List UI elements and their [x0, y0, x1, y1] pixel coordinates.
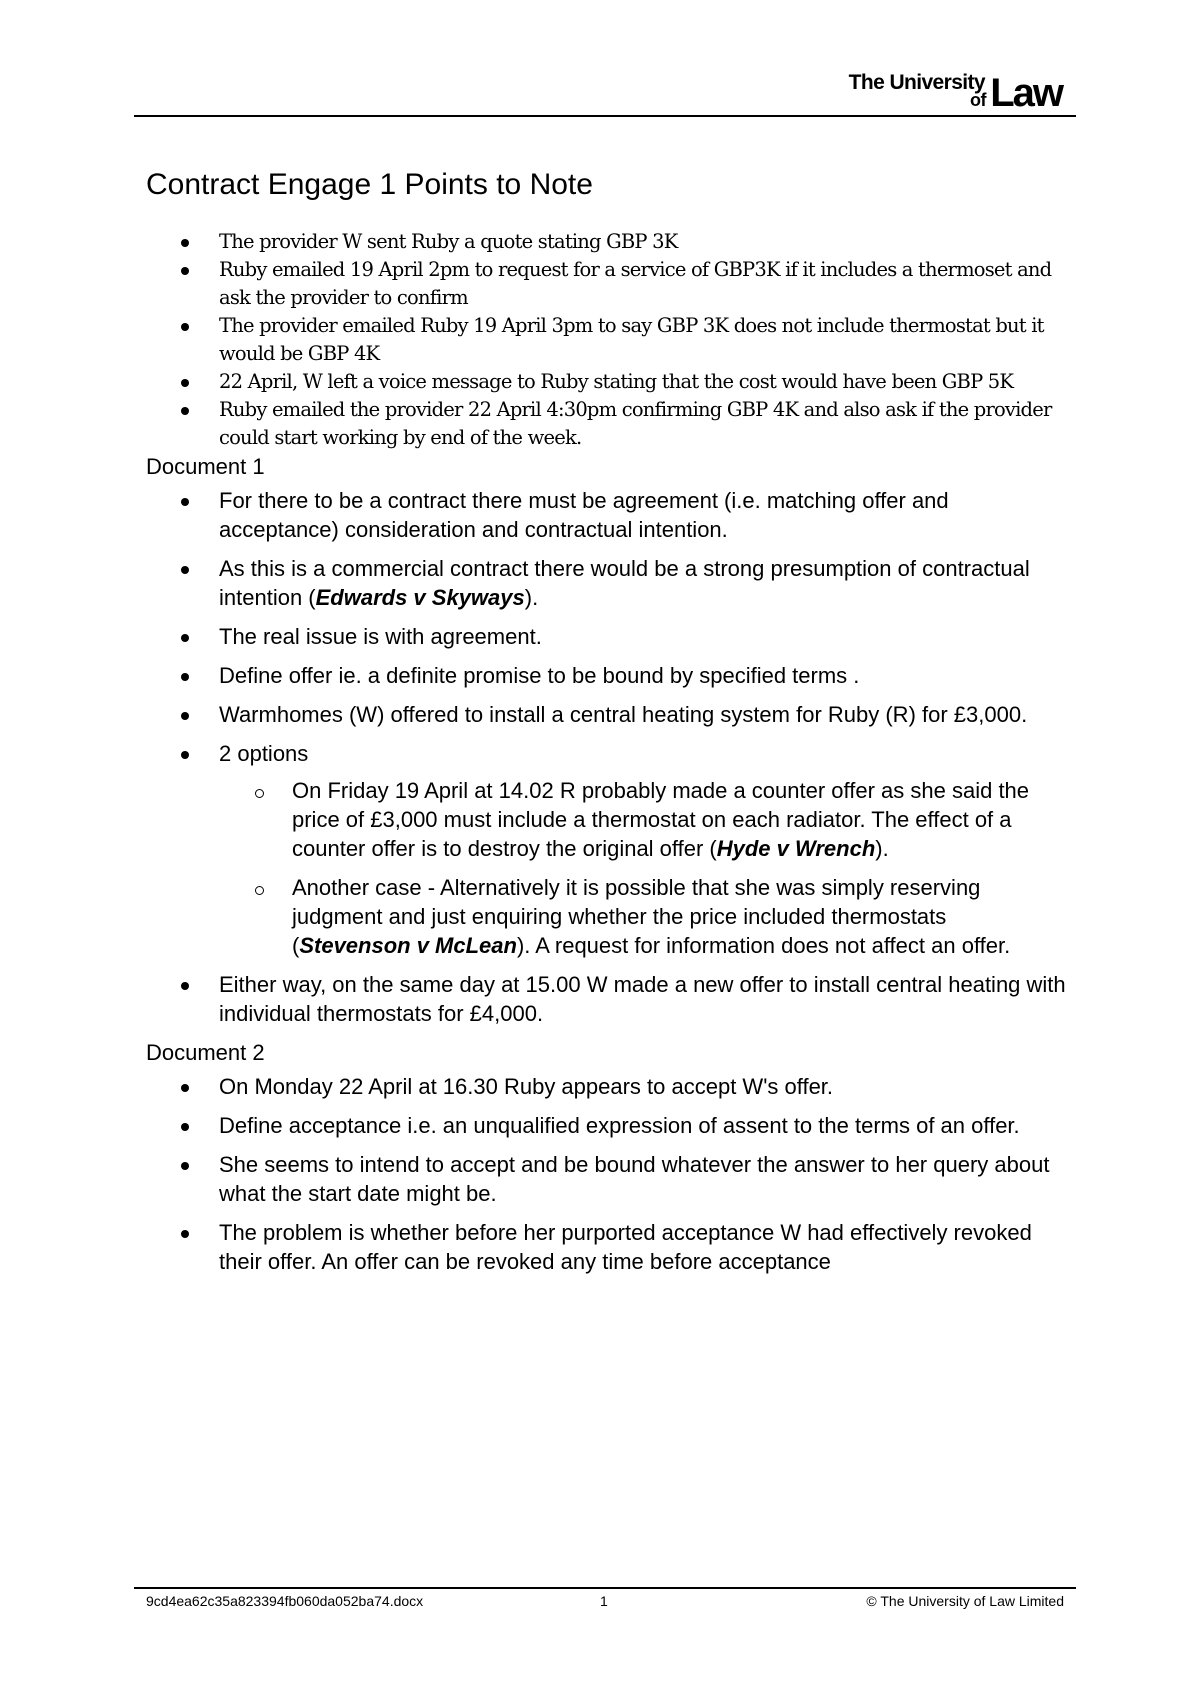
bullet-icon	[181, 407, 189, 415]
list-item: The problem is whether before her purported acceptance W had effectively revoked their offer. An offer can be revoked any time before acceptance	[146, 1218, 1066, 1276]
bullet-icon	[181, 751, 189, 759]
footer-page-number: 1	[600, 1593, 608, 1609]
sub-list-item: On Friday 19 April at 14.02 R probably made a counter offer as she said the price of £3,000 must include a thermostat on each radiator. The effect of a counter offer is to destroy the original offer (Hyde v Wrench).	[219, 776, 1066, 863]
bullet-icon	[181, 1162, 189, 1170]
circle-bullet-icon	[255, 789, 264, 798]
case-citation: Stevenson v McLean	[299, 933, 517, 958]
bullet-icon	[181, 1123, 189, 1131]
document-1-points	[146, 486, 1066, 1028]
bullet-icon	[181, 379, 189, 387]
university-logo	[822, 66, 1062, 118]
list-item: 22 April, W left a voice message to Ruby stating that the cost would have been GBP 5K	[146, 368, 1066, 396]
bullet-icon	[181, 982, 189, 990]
list-item: The real issue is with agreement.	[146, 622, 1066, 651]
page-footer	[146, 1593, 1064, 1615]
section-heading-document-2: Document 2	[146, 1040, 265, 1065]
case-citation: Hyde v Wrench	[716, 836, 876, 861]
footer-filename: 9cd4ea62c35a823394fb060da052ba74.docx	[146, 1593, 424, 1609]
list-item: Warmhomes (W) offered to install a central heating system for Ruby (R) for £3,000.	[146, 700, 1066, 729]
bullet-icon	[181, 239, 189, 247]
bullet-icon	[181, 1230, 189, 1238]
list-item: Ruby emailed 19 April 2pm to request for a service of GBP3K if it includes a thermoset and ask the provider to confirm	[146, 256, 1066, 312]
bullet-icon	[181, 1084, 189, 1092]
bullet-icon	[181, 566, 189, 574]
section-heading-document-1: Document 1	[146, 454, 265, 479]
document-2-points	[146, 1072, 1066, 1276]
document-body	[146, 168, 1066, 1286]
list-item: Define offer ie. a definite promise to be bound by specified terms .	[146, 661, 1066, 690]
notes-list	[146, 228, 1066, 452]
options-sublist	[219, 776, 1066, 960]
bullet-icon	[181, 673, 189, 681]
bullet-icon	[181, 267, 189, 275]
footer-rule	[134, 1587, 1076, 1589]
list-item: On Monday 22 April at 16.30 Ruby appears to accept W's offer.	[146, 1072, 1066, 1101]
bullet-icon	[181, 712, 189, 720]
sub-list-item: Another case - Alternatively it is possible that she was simply reserving judgment and just enquiring whether the price included thermostats (Stevenson v McLean). A request for information does not affect an offer.	[219, 873, 1066, 960]
bullet-icon	[181, 634, 189, 642]
header-rule	[134, 115, 1076, 117]
logo-line-1: The University	[848, 71, 985, 94]
list-item: For there to be a contract there must be agreement (i.e. matching offer and acceptance) consideration and contractual intention.	[146, 486, 1066, 544]
case-citation: Edwards v Skyways	[315, 585, 525, 610]
list-item: The provider W sent Ruby a quote stating GBP 3K	[146, 228, 1066, 256]
bullet-icon	[181, 323, 189, 331]
list-item: She seems to intend to accept and be bound whatever the answer to her query about what the start date might be.	[146, 1150, 1066, 1208]
list-item: 2 options On Friday 19 April at 14.02 R probably made a counter offer as she said the price of £3,000 must include a thermostat on each radiator. The effect of a counter offer is to destroy the original offer (Hyde v Wrench). Another case - Alternatively it is possible that she was simply reserving judgment and just enquiring whether the price included thermostats (Stevenson v McLean). A request for information does not affect an offer.	[146, 739, 1066, 960]
page-title: Contract Engage 1 Points to Note	[146, 168, 593, 201]
list-item: Either way, on the same day at 15.00 W made a new offer to install central heating with individual thermostats for £4,000.	[146, 970, 1066, 1028]
list-item: Ruby emailed the provider 22 April 4:30pm confirming GBP 4K and also ask if the provider could start working by end of the week.	[146, 396, 1066, 452]
footer-copyright: © The University of Law Limited	[866, 1593, 1064, 1609]
logo-line-2: of	[970, 90, 986, 110]
circle-bullet-icon	[255, 886, 264, 895]
logo-line-3: Law	[990, 71, 1062, 115]
list-item: The provider emailed Ruby 19 April 3pm to say GBP 3K does not include thermostat but it would be GBP 4K	[146, 312, 1066, 368]
list-item: Define acceptance i.e. an unqualified expression of assent to the terms of an offer.	[146, 1111, 1066, 1140]
list-item: As this is a commercial contract there would be a strong presumption of contractual intention (Edwards v Skyways).	[146, 554, 1066, 612]
bullet-icon	[181, 498, 189, 506]
